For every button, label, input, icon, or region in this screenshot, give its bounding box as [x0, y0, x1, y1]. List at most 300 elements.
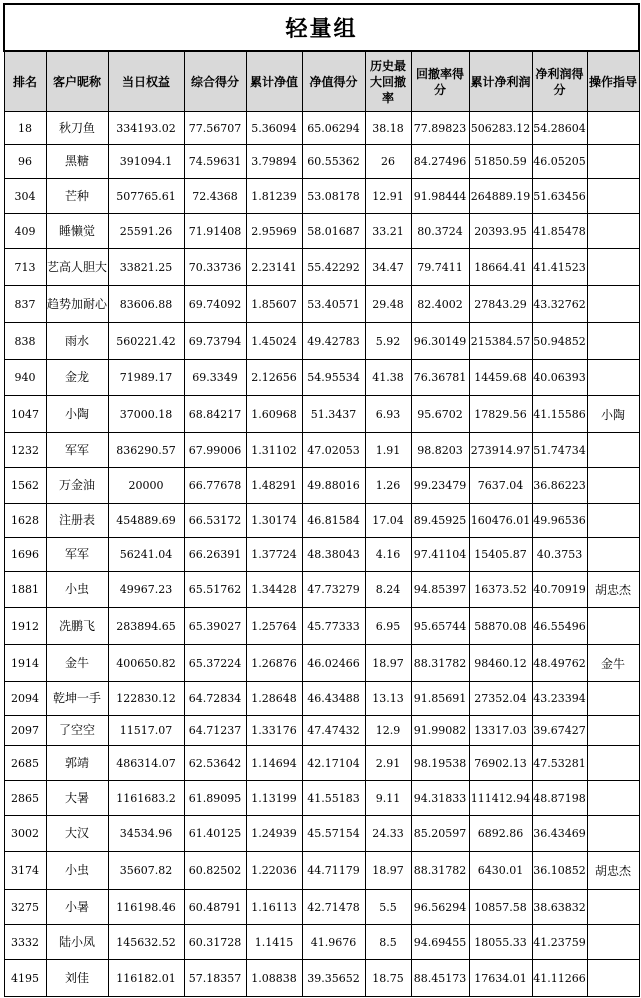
guide-cell — [587, 716, 639, 746]
guide-cell — [587, 249, 639, 286]
nav-score-cell: 53.40571 — [302, 286, 365, 323]
rank-cell: 940 — [4, 360, 46, 396]
profit-cell: 7637.04 — [469, 468, 532, 504]
nav-score-cell: 45.77333 — [302, 608, 365, 645]
drawdown-cell: 41.38 — [365, 360, 411, 396]
rank-cell: 713 — [4, 249, 46, 286]
rank-cell: 1562 — [4, 468, 46, 504]
equity-cell: 560221.42 — [108, 323, 184, 360]
profit-score-cell: 49.96536 — [532, 504, 587, 538]
nav-cell: 1.13199 — [246, 781, 302, 816]
score-cell: 77.56707 — [184, 112, 246, 145]
nav-cell: 1.48291 — [246, 468, 302, 504]
header-profit: 累计净利润 — [469, 51, 532, 112]
rank-cell: 1696 — [4, 538, 46, 572]
nav-cell: 1.08838 — [246, 960, 302, 997]
nav-score-cell: 45.57154 — [302, 816, 365, 852]
score-cell: 71.91408 — [184, 214, 246, 249]
name-cell: 万金油 — [46, 468, 108, 504]
profit-score-cell: 38.63832 — [532, 890, 587, 925]
nav-cell: 2.95969 — [246, 214, 302, 249]
drawdown-cell: 18.75 — [365, 960, 411, 997]
profit-score-cell: 46.55496 — [532, 608, 587, 645]
nav-cell: 1.28648 — [246, 682, 302, 716]
equity-cell: 836290.57 — [108, 433, 184, 468]
drawdown-score-cell: 91.99082 — [411, 716, 469, 746]
drawdown-score-cell: 98.19538 — [411, 746, 469, 781]
table-body — [4, 112, 639, 997]
drawdown-cell: 8.5 — [365, 925, 411, 960]
nav-cell: 1.24939 — [246, 816, 302, 852]
guide-cell — [587, 816, 639, 852]
score-cell: 69.73794 — [184, 323, 246, 360]
rank-cell: 3275 — [4, 890, 46, 925]
profit-score-cell: 51.74734 — [532, 433, 587, 468]
drawdown-cell: 1.26 — [365, 468, 411, 504]
nav-cell: 1.85607 — [246, 286, 302, 323]
nav-score-cell: 47.47432 — [302, 716, 365, 746]
guide-cell — [587, 145, 639, 179]
drawdown-score-cell: 82.4002 — [411, 286, 469, 323]
equity-cell: 391094.1 — [108, 145, 184, 179]
rank-cell: 1881 — [4, 572, 46, 608]
nav-cell: 1.1415 — [246, 925, 302, 960]
name-cell: 大汉 — [46, 816, 108, 852]
rank-cell: 304 — [4, 179, 46, 214]
rank-cell: 2865 — [4, 781, 46, 816]
score-cell: 60.82502 — [184, 852, 246, 890]
nav-cell: 2.23141 — [246, 249, 302, 286]
profit-score-cell: 54.28604 — [532, 112, 587, 145]
drawdown-cell: 1.91 — [365, 433, 411, 468]
nav-cell: 5.36094 — [246, 112, 302, 145]
nav-score-cell: 54.95534 — [302, 360, 365, 396]
nav-cell: 1.33176 — [246, 716, 302, 746]
nav-cell: 1.25764 — [246, 608, 302, 645]
rank-cell: 3002 — [4, 816, 46, 852]
name-cell: 郭靖 — [46, 746, 108, 781]
name-cell: 大暑 — [46, 781, 108, 816]
profit-cell: 160476.01 — [469, 504, 532, 538]
score-cell: 62.53642 — [184, 746, 246, 781]
profit-score-cell: 40.3753 — [532, 538, 587, 572]
nav-score-cell: 47.73279 — [302, 572, 365, 608]
name-cell: 军军 — [46, 433, 108, 468]
header-guide: 操作指导 — [587, 51, 639, 112]
name-cell: 小虫 — [46, 572, 108, 608]
drawdown-score-cell: 95.65744 — [411, 608, 469, 645]
score-cell: 65.39027 — [184, 608, 246, 645]
profit-score-cell: 50.94852 — [532, 323, 587, 360]
table-row — [4, 852, 639, 890]
ranking-table — [3, 3, 640, 997]
drawdown-cell: 29.48 — [365, 286, 411, 323]
guide-cell — [587, 112, 639, 145]
equity-cell: 400650.82 — [108, 645, 184, 682]
header-equity: 当日权益 — [108, 51, 184, 112]
score-cell: 72.4368 — [184, 179, 246, 214]
nav-score-cell: 49.42783 — [302, 323, 365, 360]
table-row — [4, 323, 639, 360]
nav-cell: 1.26876 — [246, 645, 302, 682]
header-profit-score: 净利润得分 — [532, 51, 587, 112]
nav-score-cell: 47.02053 — [302, 433, 365, 468]
equity-cell: 11517.07 — [108, 716, 184, 746]
equity-cell: 283894.65 — [108, 608, 184, 645]
drawdown-cell: 38.18 — [365, 112, 411, 145]
nav-score-cell: 46.02466 — [302, 645, 365, 682]
header-drawdown: 历史最大回撤率 — [365, 51, 411, 112]
name-cell: 小虫 — [46, 852, 108, 890]
rank-cell: 1914 — [4, 645, 46, 682]
profit-cell: 27352.04 — [469, 682, 532, 716]
score-cell: 70.33736 — [184, 249, 246, 286]
header-nav: 累计净值 — [246, 51, 302, 112]
profit-score-cell: 47.53281 — [532, 746, 587, 781]
equity-cell: 1161683.2 — [108, 781, 184, 816]
drawdown-score-cell: 97.41104 — [411, 538, 469, 572]
table-row — [4, 179, 639, 214]
ranking-sheet — [3, 3, 638, 997]
nav-score-cell: 42.71478 — [302, 890, 365, 925]
equity-cell: 35607.82 — [108, 852, 184, 890]
table-row — [4, 538, 639, 572]
profit-cell: 20393.95 — [469, 214, 532, 249]
guide-cell — [587, 286, 639, 323]
drawdown-score-cell: 79.7411 — [411, 249, 469, 286]
drawdown-cell: 12.9 — [365, 716, 411, 746]
rank-cell: 838 — [4, 323, 46, 360]
nav-cell: 1.14694 — [246, 746, 302, 781]
table-row — [4, 112, 639, 145]
score-cell: 61.40125 — [184, 816, 246, 852]
score-cell: 69.3349 — [184, 360, 246, 396]
equity-cell: 83606.88 — [108, 286, 184, 323]
name-cell: 陆小凤 — [46, 925, 108, 960]
table-row — [4, 504, 639, 538]
nav-score-cell: 41.55183 — [302, 781, 365, 816]
guide-cell — [587, 925, 639, 960]
profit-cell: 18664.41 — [469, 249, 532, 286]
guide-cell — [587, 504, 639, 538]
name-cell: 了空空 — [46, 716, 108, 746]
table-row — [4, 682, 639, 716]
name-cell: 刘佳 — [46, 960, 108, 997]
score-cell: 61.89095 — [184, 781, 246, 816]
drawdown-cell: 18.97 — [365, 645, 411, 682]
drawdown-cell: 8.24 — [365, 572, 411, 608]
drawdown-cell: 4.16 — [365, 538, 411, 572]
guide-cell — [587, 214, 639, 249]
score-cell: 60.31728 — [184, 925, 246, 960]
header-score: 综合得分 — [184, 51, 246, 112]
table-row — [4, 468, 639, 504]
guide-cell — [587, 179, 639, 214]
table-row — [4, 572, 639, 608]
header-drawdown-score: 回撤率得分 — [411, 51, 469, 112]
drawdown-cell: 33.21 — [365, 214, 411, 249]
table-row — [4, 249, 639, 286]
drawdown-cell: 6.93 — [365, 396, 411, 433]
nav-cell: 1.60968 — [246, 396, 302, 433]
drawdown-score-cell: 88.45173 — [411, 960, 469, 997]
table-row — [4, 925, 639, 960]
profit-cell: 6892.86 — [469, 816, 532, 852]
rank-cell: 18 — [4, 112, 46, 145]
table-row — [4, 433, 639, 468]
nav-score-cell: 44.71179 — [302, 852, 365, 890]
rank-cell: 1628 — [4, 504, 46, 538]
nav-score-cell: 51.3437 — [302, 396, 365, 433]
guide-cell — [587, 890, 639, 925]
rank-cell: 96 — [4, 145, 46, 179]
drawdown-score-cell: 96.30149 — [411, 323, 469, 360]
drawdown-cell: 26 — [365, 145, 411, 179]
guide-cell — [587, 682, 639, 716]
drawdown-score-cell: 91.98444 — [411, 179, 469, 214]
table-row — [4, 716, 639, 746]
drawdown-score-cell: 80.3724 — [411, 214, 469, 249]
profit-score-cell: 46.05205 — [532, 145, 587, 179]
nav-cell: 1.81239 — [246, 179, 302, 214]
name-cell: 黑糖 — [46, 145, 108, 179]
guide-cell — [587, 608, 639, 645]
equity-cell: 334193.02 — [108, 112, 184, 145]
profit-cell: 111412.94 — [469, 781, 532, 816]
profit-cell: 506283.12 — [469, 112, 532, 145]
nav-score-cell: 48.38043 — [302, 538, 365, 572]
profit-cell: 51850.59 — [469, 145, 532, 179]
profit-cell: 17634.01 — [469, 960, 532, 997]
profit-score-cell: 51.63456 — [532, 179, 587, 214]
header-name: 客户昵称 — [46, 51, 108, 112]
score-cell: 67.99006 — [184, 433, 246, 468]
name-cell: 军军 — [46, 538, 108, 572]
header-row — [4, 51, 639, 112]
equity-cell: 34534.96 — [108, 816, 184, 852]
guide-cell — [587, 538, 639, 572]
equity-cell: 116198.46 — [108, 890, 184, 925]
rank-cell: 3332 — [4, 925, 46, 960]
name-cell: 小陶 — [46, 396, 108, 433]
equity-cell: 71989.17 — [108, 360, 184, 396]
drawdown-score-cell: 77.89823 — [411, 112, 469, 145]
drawdown-score-cell: 88.31782 — [411, 852, 469, 890]
profit-cell: 264889.19 — [469, 179, 532, 214]
rank-cell: 2097 — [4, 716, 46, 746]
guide-cell — [587, 433, 639, 468]
profit-cell: 273914.97 — [469, 433, 532, 468]
score-cell: 65.51762 — [184, 572, 246, 608]
table-row — [4, 286, 639, 323]
profit-cell: 215384.57 — [469, 323, 532, 360]
nav-score-cell: 60.55362 — [302, 145, 365, 179]
header-nav-score: 净值得分 — [302, 51, 365, 112]
profit-score-cell: 41.41523 — [532, 249, 587, 286]
equity-cell: 122830.12 — [108, 682, 184, 716]
table-title: 轻量组 — [4, 4, 639, 51]
table-row — [4, 645, 639, 682]
name-cell: 乾坤一手 — [46, 682, 108, 716]
score-cell: 66.26391 — [184, 538, 246, 572]
guide-cell — [587, 746, 639, 781]
table-row — [4, 816, 639, 852]
nav-cell: 1.34428 — [246, 572, 302, 608]
drawdown-score-cell: 94.85397 — [411, 572, 469, 608]
nav-score-cell: 55.42292 — [302, 249, 365, 286]
nav-cell: 1.45024 — [246, 323, 302, 360]
guide-cell — [587, 360, 639, 396]
table-row — [4, 145, 639, 179]
drawdown-cell: 2.91 — [365, 746, 411, 781]
profit-cell: 15405.87 — [469, 538, 532, 572]
drawdown-score-cell: 94.69455 — [411, 925, 469, 960]
profit-cell: 27843.29 — [469, 286, 532, 323]
profit-score-cell: 40.06393 — [532, 360, 587, 396]
guide-cell — [587, 468, 639, 504]
drawdown-score-cell: 95.6702 — [411, 396, 469, 433]
name-cell: 秋刀鱼 — [46, 112, 108, 145]
profit-score-cell: 41.11266 — [532, 960, 587, 997]
profit-score-cell: 41.23759 — [532, 925, 587, 960]
drawdown-score-cell: 99.23479 — [411, 468, 469, 504]
profit-cell: 17829.56 — [469, 396, 532, 433]
nav-score-cell: 65.06294 — [302, 112, 365, 145]
profit-score-cell: 36.43469 — [532, 816, 587, 852]
name-cell: 注册表 — [46, 504, 108, 538]
table-row — [4, 608, 639, 645]
drawdown-cell: 5.92 — [365, 323, 411, 360]
rank-cell: 1232 — [4, 433, 46, 468]
score-cell: 64.72834 — [184, 682, 246, 716]
name-cell: 雨水 — [46, 323, 108, 360]
drawdown-score-cell: 98.8203 — [411, 433, 469, 468]
score-cell: 66.53172 — [184, 504, 246, 538]
score-cell: 66.77678 — [184, 468, 246, 504]
score-cell: 60.48791 — [184, 890, 246, 925]
nav-score-cell: 46.81584 — [302, 504, 365, 538]
rank-cell: 2094 — [4, 682, 46, 716]
equity-cell: 25591.26 — [108, 214, 184, 249]
profit-cell: 76902.13 — [469, 746, 532, 781]
nav-score-cell: 46.43488 — [302, 682, 365, 716]
name-cell: 芒种 — [46, 179, 108, 214]
table-row — [4, 396, 639, 433]
drawdown-score-cell: 84.27496 — [411, 145, 469, 179]
header-rank: 排名 — [4, 51, 46, 112]
name-cell: 艺高人胆大 — [46, 249, 108, 286]
rank-cell: 409 — [4, 214, 46, 249]
rank-cell: 1047 — [4, 396, 46, 433]
drawdown-score-cell: 91.85691 — [411, 682, 469, 716]
drawdown-cell: 5.5 — [365, 890, 411, 925]
name-cell: 金龙 — [46, 360, 108, 396]
equity-cell: 116182.01 — [108, 960, 184, 997]
profit-score-cell: 36.10852 — [532, 852, 587, 890]
profit-cell: 98460.12 — [469, 645, 532, 682]
guide-cell: 胡忠杰 — [587, 572, 639, 608]
nav-cell: 1.31102 — [246, 433, 302, 468]
nav-cell: 1.30174 — [246, 504, 302, 538]
nav-score-cell: 42.17104 — [302, 746, 365, 781]
profit-score-cell: 41.85478 — [532, 214, 587, 249]
equity-cell: 37000.18 — [108, 396, 184, 433]
drawdown-score-cell: 96.56294 — [411, 890, 469, 925]
profit-cell: 13317.03 — [469, 716, 532, 746]
score-cell: 74.59631 — [184, 145, 246, 179]
score-cell: 68.84217 — [184, 396, 246, 433]
drawdown-cell: 12.91 — [365, 179, 411, 214]
profit-cell: 58870.08 — [469, 608, 532, 645]
name-cell: 小暑 — [46, 890, 108, 925]
profit-score-cell: 41.15586 — [532, 396, 587, 433]
rank-cell: 3174 — [4, 852, 46, 890]
profit-cell: 14459.68 — [469, 360, 532, 396]
profit-cell: 16373.52 — [469, 572, 532, 608]
score-cell: 69.74092 — [184, 286, 246, 323]
profit-cell: 6430.01 — [469, 852, 532, 890]
nav-cell: 3.79894 — [246, 145, 302, 179]
score-cell: 65.37224 — [184, 645, 246, 682]
drawdown-score-cell: 94.31833 — [411, 781, 469, 816]
drawdown-cell: 34.47 — [365, 249, 411, 286]
profit-score-cell: 40.70919 — [532, 572, 587, 608]
nav-cell: 1.16113 — [246, 890, 302, 925]
guide-cell: 胡忠杰 — [587, 852, 639, 890]
score-cell: 64.71237 — [184, 716, 246, 746]
equity-cell: 507765.61 — [108, 179, 184, 214]
equity-cell: 145632.52 — [108, 925, 184, 960]
table-row — [4, 214, 639, 249]
nav-score-cell: 53.08178 — [302, 179, 365, 214]
equity-cell: 454889.69 — [108, 504, 184, 538]
table-row — [4, 890, 639, 925]
guide-cell — [587, 323, 639, 360]
rank-cell: 1912 — [4, 608, 46, 645]
guide-cell: 金牛 — [587, 645, 639, 682]
profit-score-cell: 43.23394 — [532, 682, 587, 716]
nav-score-cell: 39.35652 — [302, 960, 365, 997]
rank-cell: 4195 — [4, 960, 46, 997]
drawdown-cell: 6.95 — [365, 608, 411, 645]
name-cell: 睡懒觉 — [46, 214, 108, 249]
rank-cell: 837 — [4, 286, 46, 323]
drawdown-score-cell: 89.45925 — [411, 504, 469, 538]
table-row — [4, 960, 639, 997]
name-cell: 金牛 — [46, 645, 108, 682]
profit-score-cell: 39.67427 — [532, 716, 587, 746]
equity-cell: 49967.23 — [108, 572, 184, 608]
drawdown-score-cell: 85.20597 — [411, 816, 469, 852]
drawdown-cell: 24.33 — [365, 816, 411, 852]
equity-cell: 56241.04 — [108, 538, 184, 572]
profit-score-cell: 48.49762 — [532, 645, 587, 682]
nav-cell: 1.37724 — [246, 538, 302, 572]
profit-cell: 18055.33 — [469, 925, 532, 960]
nav-score-cell: 49.88016 — [302, 468, 365, 504]
name-cell: 趋势加耐心 — [46, 286, 108, 323]
equity-cell: 20000 — [108, 468, 184, 504]
nav-score-cell: 58.01687 — [302, 214, 365, 249]
drawdown-cell: 18.97 — [365, 852, 411, 890]
table-row — [4, 781, 639, 816]
equity-cell: 33821.25 — [108, 249, 184, 286]
drawdown-cell: 13.13 — [365, 682, 411, 716]
nav-cell: 1.22036 — [246, 852, 302, 890]
nav-cell: 2.12656 — [246, 360, 302, 396]
guide-cell: 小陶 — [587, 396, 639, 433]
score-cell: 57.18357 — [184, 960, 246, 997]
